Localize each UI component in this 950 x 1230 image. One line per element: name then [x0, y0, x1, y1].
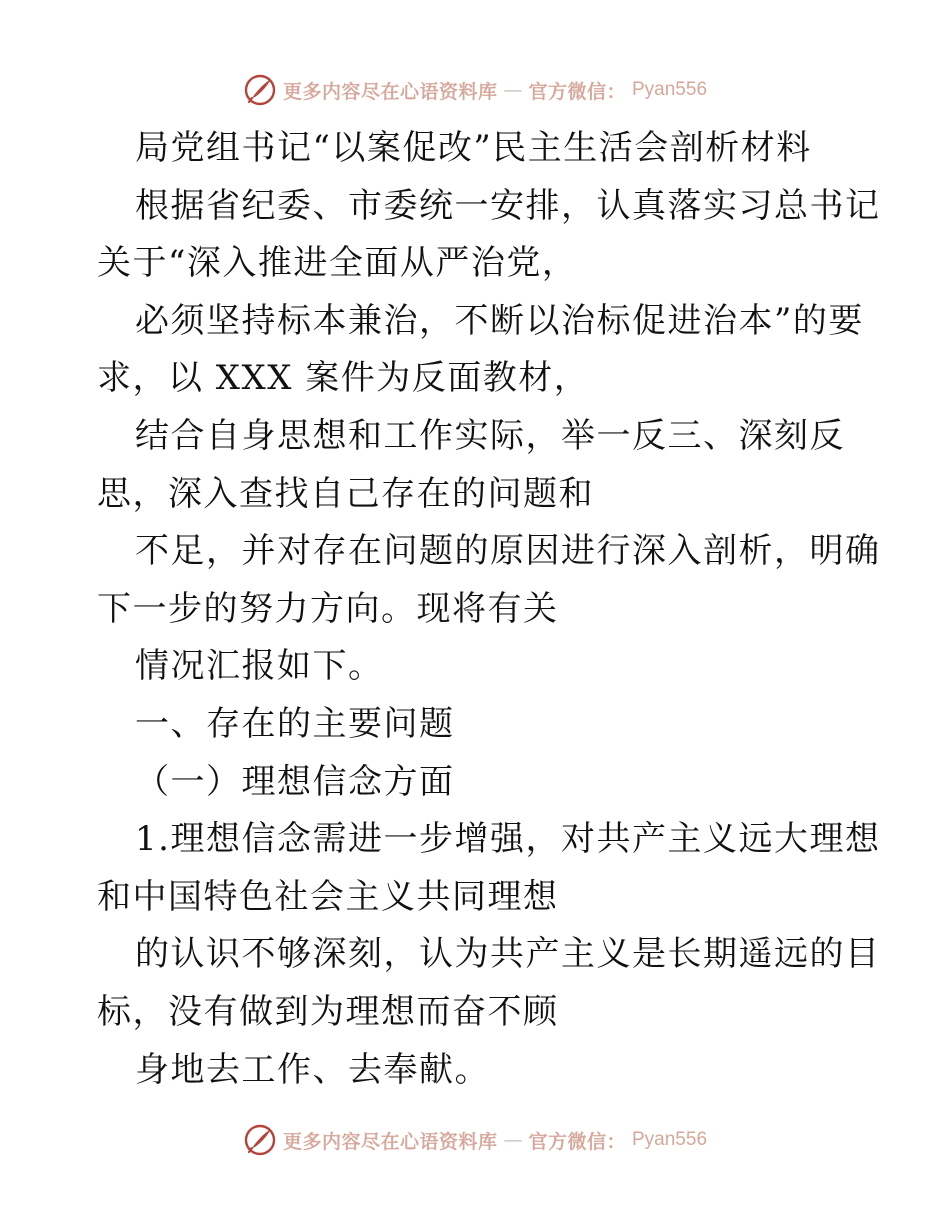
watermark-main-text: 更多内容尽在心语资料库 — [282, 1130, 498, 1153]
paragraph-line: 的认识不够深刻，认为共产主义是长期遥远的目 — [135, 934, 881, 975]
watermark-wechat-id: Pyan556 — [632, 79, 708, 100]
section-heading: 一、存在的主要问题 — [135, 703, 455, 744]
paragraph-line: 求，以 XXX 案件为反面教材， — [97, 358, 590, 399]
document-title: 局党组书记“以案促改”民主生活会剖析材料 — [135, 128, 812, 168]
paragraph-line: 根据省纪委、市委统一安排，认真落实习总书记 — [135, 185, 881, 226]
paragraph-line: 1.理想信念需进一步增强，对共产主义远大理想 — [135, 819, 881, 860]
watermark-dash: — — [503, 1129, 523, 1151]
paragraph-line: 标，没有做到为理想而奋不顾 — [97, 991, 559, 1032]
quill-pen-logo-icon — [243, 73, 277, 107]
paragraph-line: 和中国特色社会主义共同理想 — [97, 876, 559, 917]
paragraph-line: 身地去工作、去奉献。 — [135, 1049, 490, 1090]
watermark-dash: — — [503, 79, 523, 101]
watermark-wechat-label: 官方微信： — [528, 80, 626, 103]
footer-watermark-banner — [0, 1120, 950, 1160]
header-watermark-banner — [0, 70, 950, 110]
quill-pen-logo-icon — [243, 1123, 277, 1157]
watermark-wechat-label: 官方微信： — [528, 1130, 626, 1153]
paragraph-line: 关于“深入推进全面从严治党， — [97, 243, 578, 284]
document-body — [97, 120, 881, 1099]
paragraph-line: 情况汇报如下。 — [135, 646, 384, 687]
subsection-heading: （一）理想信念方面 — [135, 761, 455, 802]
paragraph-line: 不足，并对存在问题的原因进行深入剖析，明确 — [135, 531, 881, 572]
paragraph-line: 思，深入查找自己存在的问题和 — [97, 473, 594, 514]
watermark-main-text: 更多内容尽在心语资料库 — [282, 80, 498, 103]
watermark-wechat-id: Pyan556 — [632, 1129, 708, 1150]
paragraph-line: 下一步的努力方向。现将有关 — [97, 588, 559, 629]
paragraph-line: 结合自身思想和工作实际，举一反三、深刻反 — [135, 415, 845, 456]
paragraph-line: 必须坚持标本兼治，不断以治标促进治本”的要 — [135, 300, 864, 341]
